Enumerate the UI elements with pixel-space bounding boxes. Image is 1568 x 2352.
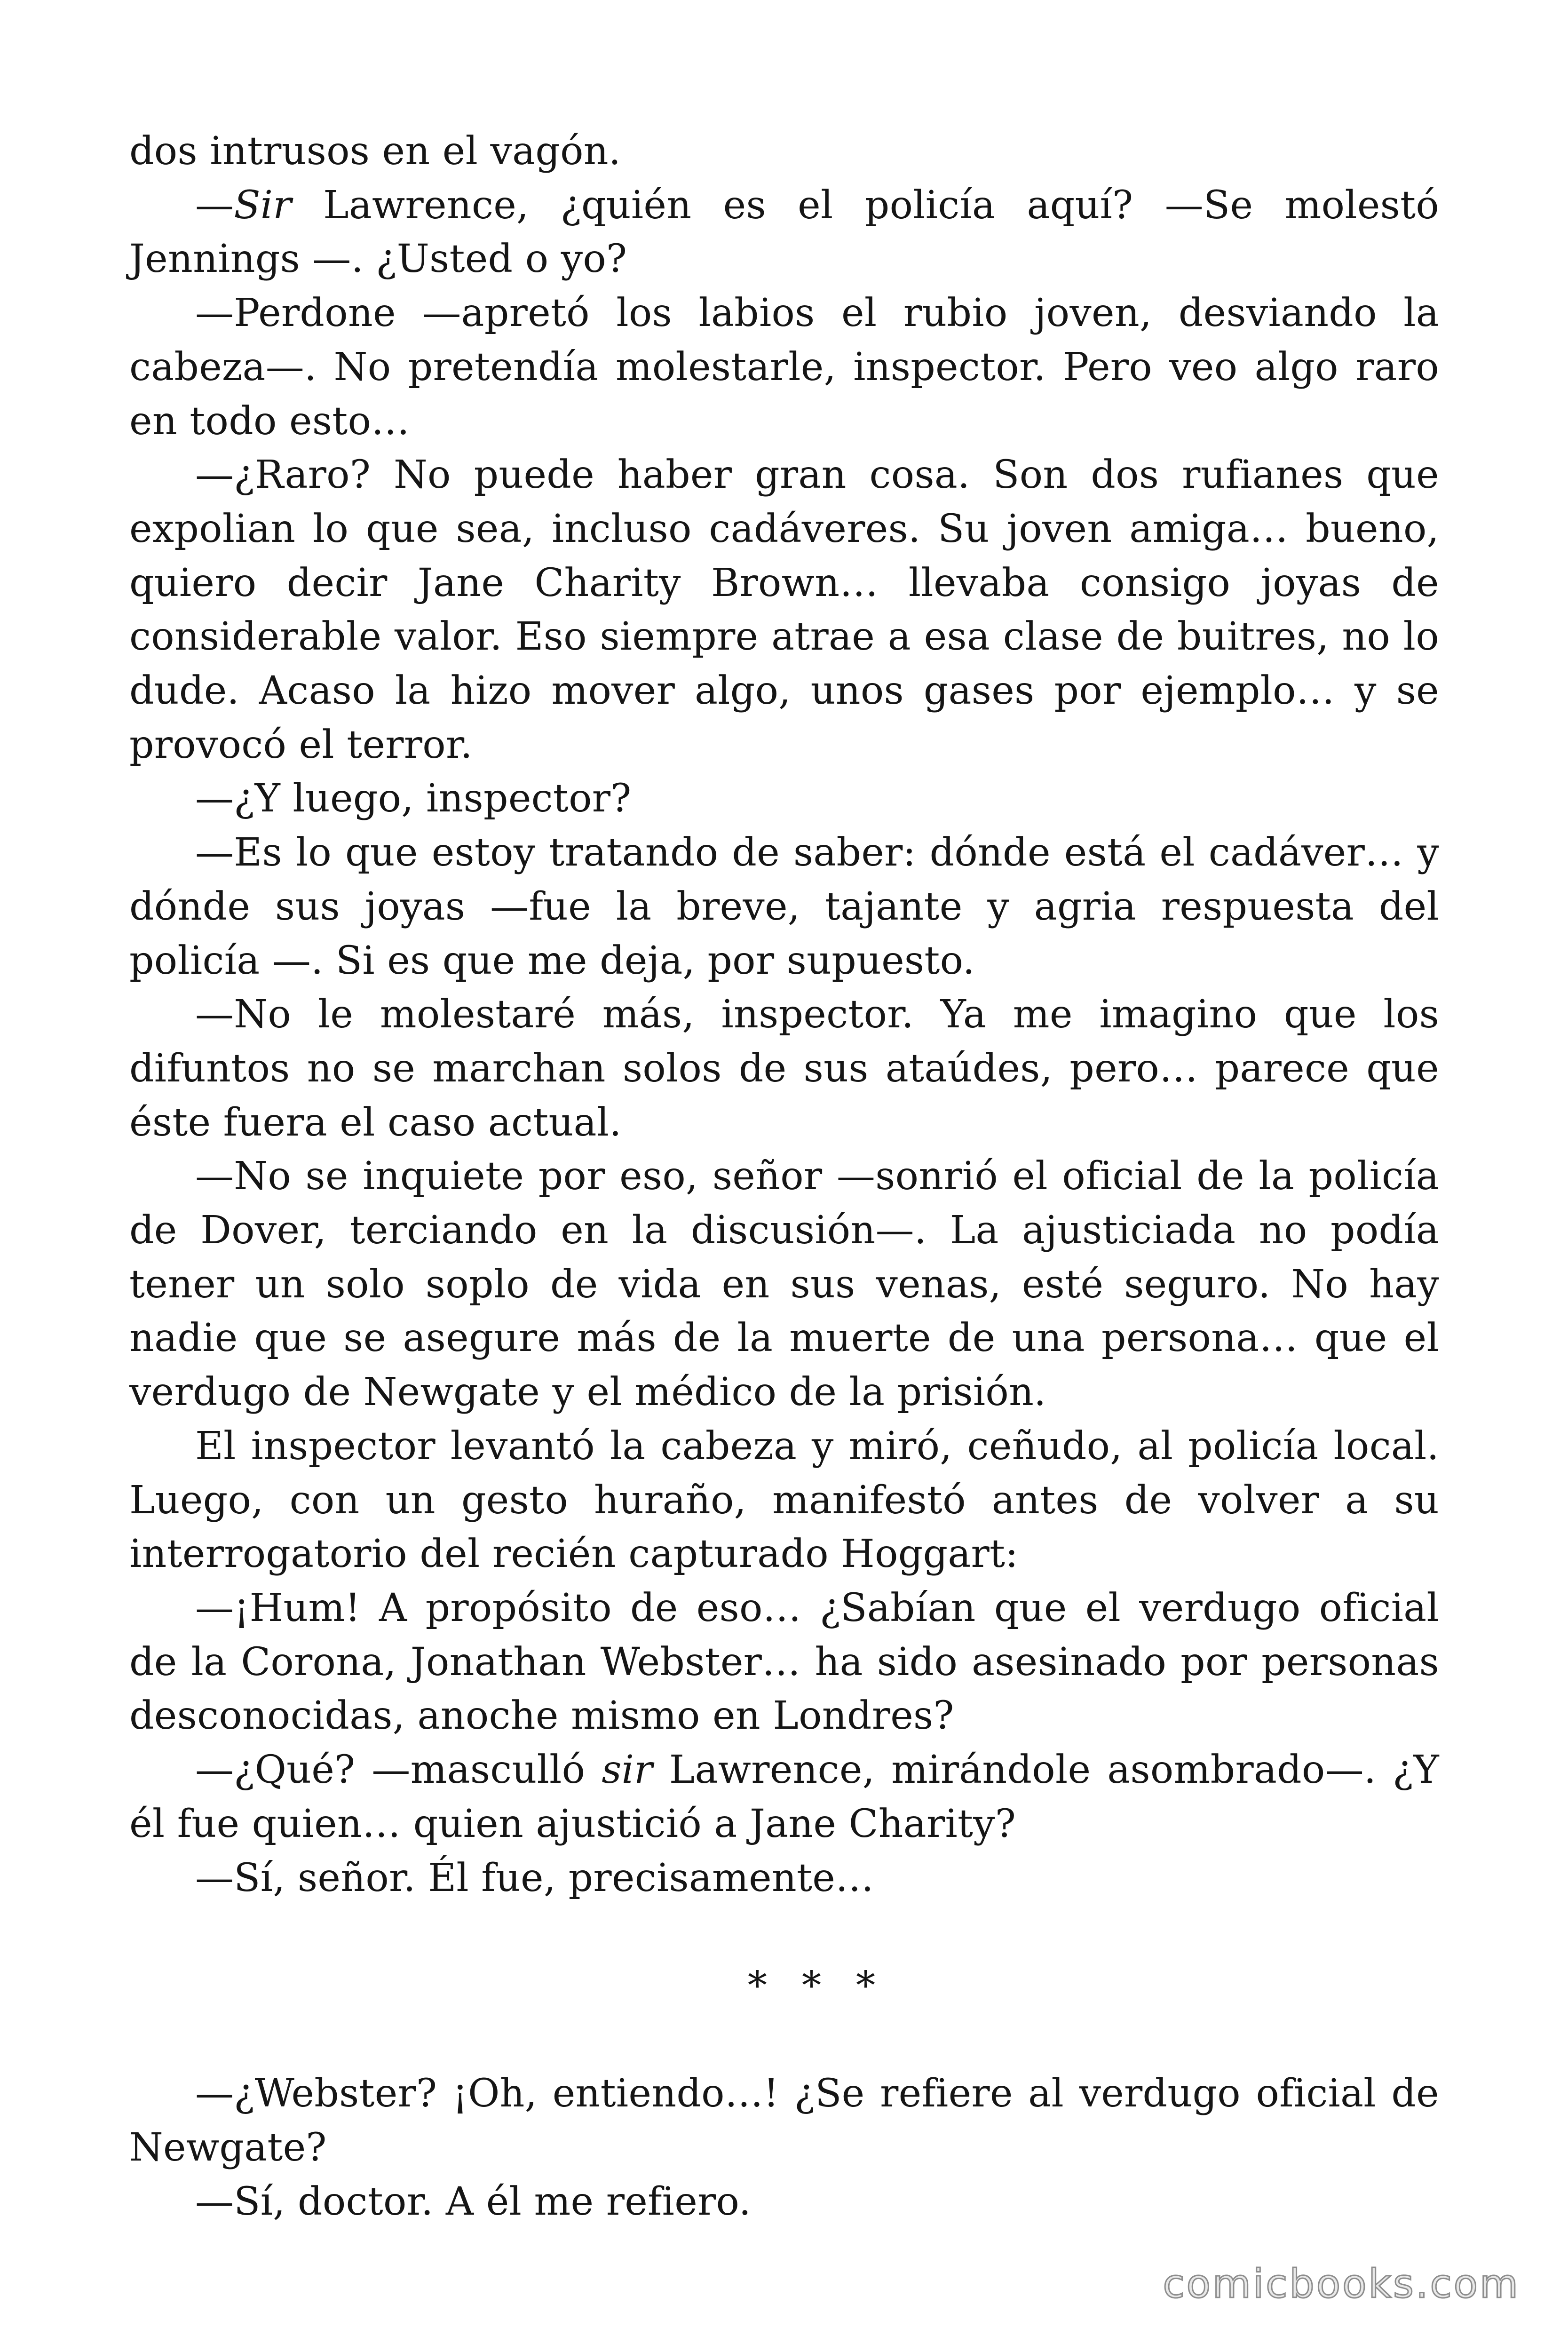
- paragraph: [129, 448, 1439, 772]
- watermark-logo: comicbooks.com: [1163, 2261, 1520, 2307]
- page-text: [129, 125, 1439, 2229]
- text-run: —¿Raro? No puede haber gran cosa. Son dos rufianes que expolian lo que sea, incluso cadáveres. Su joven amiga… bueno, quiero decir Jane Charity Brown… llevaba consigo joyas de considerable valor. Eso siempre atrae a esa clase de buitres, no lo dude. Acaso la hizo mover algo, unos gases por ejemplo… y se provocó el terror.: [129, 453, 1439, 767]
- paragraph: [129, 2067, 1439, 2175]
- text-run: —¡Hum! A propósito de eso… ¿Sabían que el verdugo oficial de la Corona, Jonathan Webster… ha sido asesinado por personas desconocidas, anoche mismo en Londres?: [129, 1585, 1439, 1739]
- paragraph: [129, 125, 1439, 179]
- text-run: —No le molestaré más, inspector. Ya me imagino que los difuntos no se marchan solos de sus ataúdes, pero… parece que éste fuera el caso actual.: [129, 992, 1439, 1145]
- paragraph: [129, 1581, 1439, 1743]
- paragraph: [129, 1420, 1439, 1581]
- paragraph: [129, 179, 1439, 286]
- paragraph: [129, 1851, 1439, 1906]
- text-run: —: [195, 183, 234, 228]
- text-run: —Perdone —apretó los labios el rubio joven, desviando la cabeza—. No pretendía molestarle, inspector. Pero veo algo raro en todo esto…: [129, 291, 1439, 444]
- paragraph: [129, 1150, 1439, 1420]
- text-run: Lawrence, ¿quién es el policía aquí? —Se molestó Jennings —. ¿Usted o yo?: [129, 183, 1439, 282]
- text-run: Lawrence, mirándole asombrado—. ¿Y él fue quien… quien ajustició a Jane Charity?: [129, 1748, 1439, 1846]
- scene-break: * * *: [747, 1963, 887, 2009]
- paragraph: [129, 2175, 1439, 2229]
- text-run: dos intrusos en el vagón.: [129, 129, 621, 174]
- text-run: —Sí, doctor. A él me refiero.: [195, 2179, 752, 2224]
- italic-run: Sir: [234, 183, 292, 228]
- paragraph: [129, 772, 1439, 826]
- text-run: —¿Webster? ¡Oh, entiendo…! ¿Se refiere al verdugo oficial de Newgate?: [129, 2071, 1439, 2170]
- paragraph: [129, 826, 1439, 988]
- text-run: El inspector levantó la cabeza y miró, ceñudo, al policía local. Luego, con un gesto huraño, manifestó antes de volver a su interrogatorio del recién capturado Hoggart:: [129, 1423, 1439, 1577]
- text-run: —¿Y luego, inspector?: [195, 776, 632, 821]
- paragraph: [129, 286, 1439, 448]
- italic-run: sir: [602, 1748, 653, 1793]
- paragraph: [129, 1743, 1439, 1851]
- text-run: —¿Qué? —masculló: [195, 1748, 602, 1793]
- text-run: —Es lo que estoy tratando de saber: dónde está el cadáver… y dónde sus joyas —fue la breve, tajante y agria respuesta del policía —. Si es que me deja, por supuesto.: [129, 830, 1439, 983]
- paragraph: [129, 988, 1439, 1150]
- text-run: —Sí, señor. Él fue, precisamente…: [195, 1855, 874, 1900]
- text-run: —No se inquiete por eso, señor —sonrió el oficial de la policía de Dover, terciando en la discusión—. La ajusticiada no podía tener un solo soplo de vida en sus venas, esté seguro. No hay nadie que se asegure más de la muerte de una persona… que el verdugo de Newgate y el médico de la prisión.: [129, 1154, 1439, 1415]
